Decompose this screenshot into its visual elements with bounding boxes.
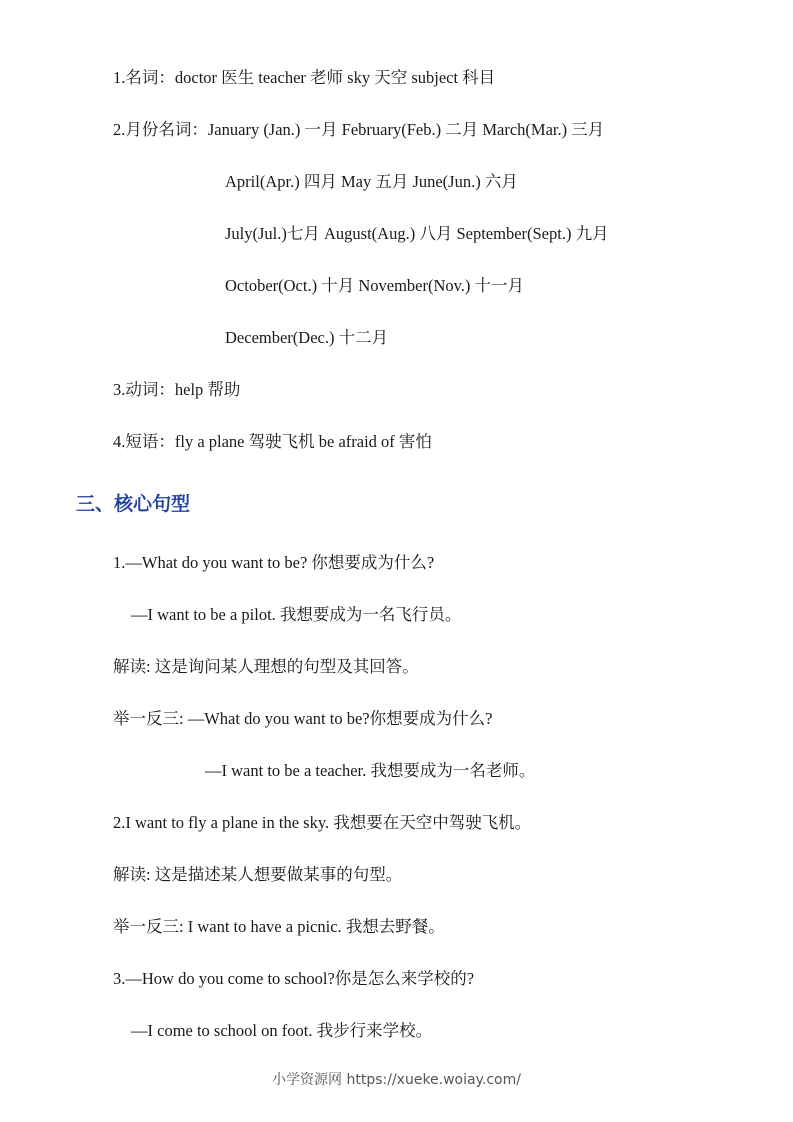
footer-site-name: 小学资源网 bbox=[272, 1072, 343, 1088]
vocab-line-months-1: 2.月份名词：January (Jan.) 一月 February(Feb.) 二月 March(Mar.) 三月 bbox=[113, 120, 605, 139]
vocab-line-months-5: December(Dec.) 十二月 bbox=[225, 328, 389, 347]
sentence-3-answer: —I come to school on foot. 我步行来学校。 bbox=[131, 1021, 433, 1040]
vocab-line-phrases: 4.短语：fly a plane 驾驶飞机 be afraid of 害怕 bbox=[113, 432, 432, 451]
vocab-line-nouns: 1.名词：doctor 医生 teacher 老师 sky 天空 subject 科目 bbox=[113, 68, 496, 87]
sentence-2-example: 举一反三: I want to have a picnic. 我想去野餐。 bbox=[113, 917, 445, 936]
sentence-1-answer: —I want to be a pilot. 我想要成为一名飞行员。 bbox=[131, 605, 462, 624]
sentence-3-question: 3.—How do you come to school?你是怎么来学校的? bbox=[113, 969, 475, 988]
sentence-2: 2.I want to fly a plane in the sky. 我想要在天空中驾驶飞机。 bbox=[113, 813, 532, 832]
vocab-line-months-2: April(Apr.) 四月 May 五月 June(Jun.) 六月 bbox=[225, 172, 518, 191]
sentence-1-question: 1.—What do you want to be? 你想要成为什么? bbox=[113, 553, 435, 572]
footer bbox=[0, 1069, 793, 1089]
section-heading: 三、核心句型 bbox=[76, 493, 191, 515]
sentence-1-example-question: 举一反三: —What do you want to be?你想要成为什么? bbox=[113, 709, 493, 728]
vocab-line-months-4: October(Oct.) 十月 November(Nov.) 十一月 bbox=[225, 276, 525, 295]
sentence-1-explanation: 解读: 这是询问某人理想的句型及其回答。 bbox=[113, 657, 419, 676]
footer-url[interactable]: https://xueke.woiay.com/ bbox=[346, 1072, 521, 1088]
sentence-1-example-answer: —I want to be a teacher. 我想要成为一名老师。 bbox=[205, 761, 536, 780]
vocab-line-months-3: July(Jul.)七月 August(Aug.) 八月 September(Sept.) 九月 bbox=[225, 224, 609, 243]
vocab-line-verbs: 3.动词：help 帮助 bbox=[113, 380, 241, 399]
sentence-2-explanation: 解读: 这是描述某人想要做某事的句型。 bbox=[113, 865, 403, 884]
